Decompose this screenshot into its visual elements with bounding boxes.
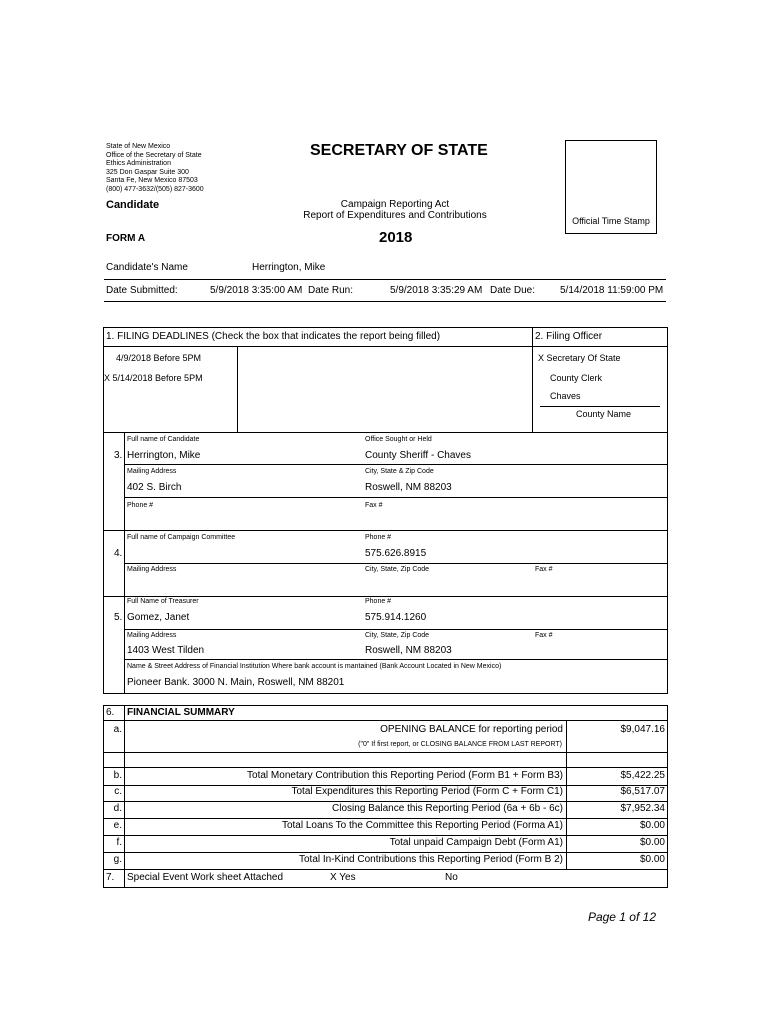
treasurer-fax-label: Fax # (535, 632, 553, 639)
row-letter: b. (113, 770, 122, 781)
section-7-number: 7. (106, 872, 115, 883)
financial-summary-heading: FINANCIAL SUMMARY (127, 707, 235, 718)
s3-rule-end (103, 530, 667, 531)
candidate-mailing-value: 402 S. Birch (127, 482, 182, 493)
act-line-1: Campaign Reporting Act (340, 199, 450, 210)
row-label: Total Monetary Contribution this Reporting Period (Form B1 + Form B3) (247, 770, 563, 781)
committee-city-label: City, State, Zip Code (365, 566, 430, 573)
s5-rule-1 (124, 629, 667, 630)
filing-heading-rule (103, 346, 667, 347)
financial-rows (103, 769, 667, 869)
committee-mailing-label: Mailing Address (127, 566, 177, 573)
row-label: Total unpaid Campaign Debt (Form A1) (389, 837, 563, 848)
row-letter: e. (113, 820, 122, 831)
date-submitted-label: Date Submitted: (106, 285, 178, 296)
row-value: $7,952.34 (620, 803, 665, 814)
financial-row (103, 802, 667, 819)
row-label: Total Expenditures this Reporting Period (Form C + Form C1) (291, 786, 563, 797)
candidate-city-value: Roswell, NM 88203 (365, 482, 452, 493)
deadline-option-2[interactable]: X 5/14/2018 Before 5PM (104, 373, 203, 383)
row-label: Closing Balance this Reporting Period (6a + 6b - 6c) (332, 803, 563, 814)
date-submitted-value: 5/9/2018 3:35:00 AM (210, 285, 303, 296)
financial-row (103, 769, 667, 785)
office-sought-value: County Sheriff - Chaves (365, 450, 471, 461)
candidate-full-name-value: Herrington, Mike (127, 450, 201, 461)
treasurer-city-label: City, State, Zip Code (365, 632, 430, 639)
section-4-number: 4. (114, 548, 123, 559)
row-value: $5,422.25 (620, 770, 665, 781)
financial-row (103, 836, 667, 853)
financial-row (103, 819, 667, 836)
candidate-name-label: Candidate's Name (106, 262, 188, 273)
agency-line: Ethics Administration (106, 160, 171, 167)
date-due-label: Date Due: (490, 285, 536, 296)
row-letter: g. (113, 854, 122, 865)
page-title: SECRETARY OF STATE (310, 142, 488, 159)
fin-heading-rule (103, 720, 667, 721)
agency-line: 325 Don Gaspar Suite 300 (106, 168, 189, 176)
office-sought-label: Office Sought or Held (365, 436, 432, 443)
date-due-value: 5/14/2018 11:59:00 PM (560, 285, 664, 296)
candidate-name-value: Herrington, Mike (252, 262, 326, 273)
deadline-option-1[interactable]: 4/9/2018 Before 5PM (116, 353, 202, 363)
s4-rule-1 (124, 563, 667, 564)
form-label: FORM A (106, 233, 146, 244)
agency-line: Office of the Secretary of State (106, 151, 202, 159)
opening-balance-note: ("0" If first report, or CLOSING BALANCE FROM LAST REPORT) (358, 741, 562, 748)
county-name-rule (540, 406, 660, 407)
candidate-name-rule (104, 279, 666, 280)
s3-rule-2 (124, 497, 667, 498)
committee-fax-label: Fax # (535, 566, 553, 573)
candidate-full-name-label: Full name of Candidate (127, 436, 200, 443)
stamp-label: Official Time Stamp (572, 216, 650, 226)
committee-phone-label: Phone # (365, 534, 392, 541)
treasurer-phone-label: Phone # (365, 598, 392, 605)
fin-blank-rule (103, 767, 667, 768)
row-letter: c. (114, 786, 122, 797)
treasurer-mailing-label: Mailing Address (127, 632, 177, 639)
candidate-fax-label: Fax # (365, 502, 383, 509)
official-time-stamp-box (565, 140, 657, 234)
officer-county-clerk[interactable]: County Clerk (550, 373, 603, 383)
date-run-label: Date Run: (308, 285, 354, 296)
committee-name-label: Full name of Campaign Committee (127, 534, 236, 541)
act-line-2: Report of Expenditures and Contributions (303, 210, 487, 221)
special-event-label: Special Event Work sheet Attached (127, 872, 284, 883)
dates-rule (104, 301, 666, 302)
candidate-city-label: City, State & Zip Code (365, 468, 434, 475)
opening-balance-label: OPENING BALANCE for reporting period (380, 724, 563, 735)
committee-phone-value: 575.626.8915 (365, 548, 427, 559)
officer-secretary-of-state[interactable]: X Secretary Of State (538, 353, 621, 363)
filing-divider (532, 327, 533, 432)
page-number: Page 1 of 12 (587, 910, 656, 924)
candidate-heading: Candidate (106, 199, 160, 211)
treasurer-city-value: Roswell, NM 88203 (365, 645, 452, 656)
report-year: 2018 (379, 229, 413, 246)
treasurer-name-value: Gomez, Janet (127, 612, 190, 623)
fin-a-rule (103, 752, 667, 753)
bank-label: Name & Street Address of Financial Institution Where bank account is mantained (Bank Account Located in New Mexico) (127, 663, 502, 670)
filing-deadlines-heading: 1. FILING DEADLINES (Check the box that indicates the report being filled) (106, 331, 441, 342)
row-value: $0.00 (639, 820, 665, 831)
candidate-phone-label: Phone # (127, 502, 154, 509)
row-letter: f. (116, 837, 122, 848)
agency-line: (800) 477-3632/(505) 827-3600 (106, 185, 204, 193)
s3-rule-1 (124, 464, 667, 465)
section-6-number: 6. (106, 707, 115, 718)
treasurer-mailing-value: 1403 West Tilden (127, 645, 205, 656)
filing-officer-heading: 2. Filing Officer (535, 331, 603, 342)
agency-line: Santa Fe, New Mexico 87503 (106, 177, 198, 184)
treasurer-phone-value: 575.914.1260 (365, 612, 427, 623)
row-label: Total In-Kind Contributions this Reporting Period (Form B 2) (298, 854, 563, 865)
special-event-no[interactable]: No (445, 872, 458, 883)
financial-row (103, 853, 667, 870)
special-event-yes[interactable]: X Yes (330, 872, 356, 883)
row-label: Total Loans To the Committee this Reporting Period (Forma A1) (281, 820, 563, 831)
officer-county-value: Chaves (550, 391, 581, 401)
s5-rule-2 (124, 659, 667, 660)
section-3-number: 3. (114, 450, 123, 461)
row-letter: d. (113, 803, 122, 814)
candidate-mailing-label: Mailing Address (127, 468, 177, 475)
financial-row (103, 785, 667, 802)
treasurer-name-label: Full Name of Treasurer (127, 598, 199, 605)
county-name-label: County Name (576, 409, 632, 419)
s4-rule-end (103, 596, 667, 597)
date-run-value: 5/9/2018 3:35:29 AM (390, 285, 483, 296)
section-5-number: 5. (114, 612, 123, 623)
row-value: $6,517.07 (620, 786, 665, 797)
row-a-letter: a. (113, 724, 122, 735)
act-title (290, 199, 500, 221)
opening-balance-value: $9,047.16 (620, 724, 665, 735)
agency-address (106, 143, 276, 194)
agency-line: State of New Mexico (106, 143, 171, 150)
row-value: $0.00 (639, 837, 665, 848)
row-value: $0.00 (639, 854, 665, 865)
bank-value: Pioneer Bank. 3000 N. Main, Roswell, NM 88201 (127, 677, 345, 688)
filing-inner-divider (237, 346, 238, 432)
